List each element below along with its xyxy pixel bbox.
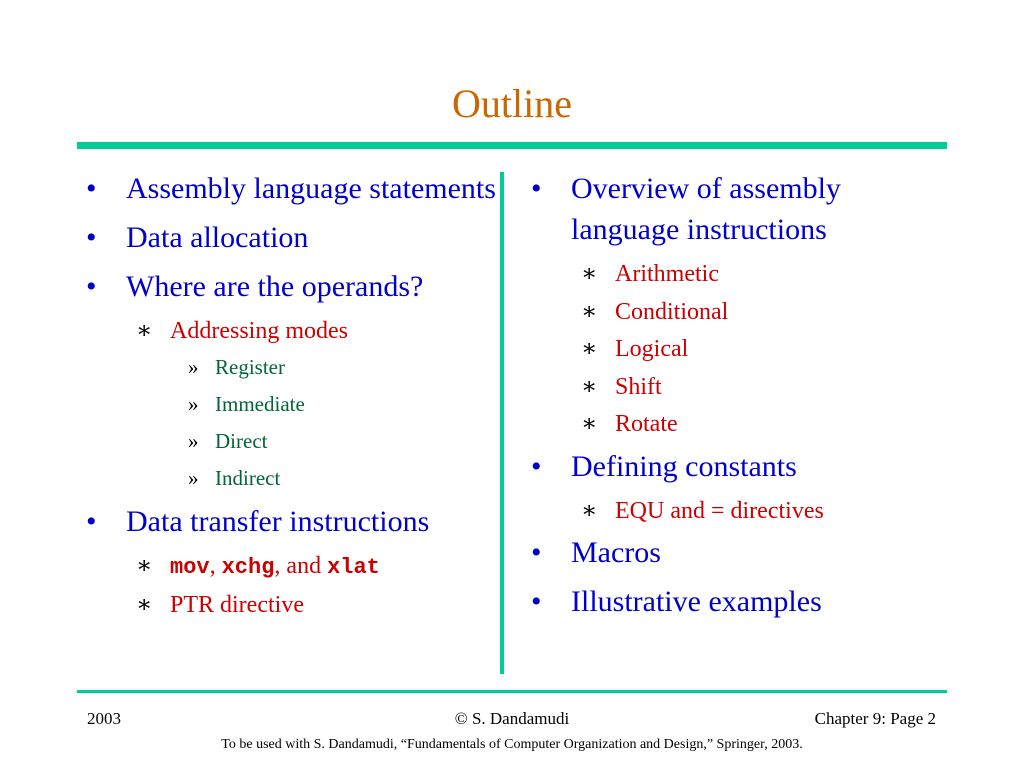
- sub-bullet-ptr-directive: [86, 589, 496, 621]
- star-marker: ∗: [581, 261, 598, 287]
- sub-bullet-text: Rotate: [615, 411, 678, 437]
- footer-credit: To be used with S. Dandamudi, “Fundamentals of Computer Organization and Design,” Springer, 2003.: [221, 737, 803, 752]
- sub-bullet-text: Conditional: [615, 298, 729, 325]
- sub-bullet-shift: [531, 371, 951, 403]
- bullet-marker: •: [531, 449, 542, 483]
- title-divider: [77, 142, 947, 149]
- arrow-marker: »: [188, 428, 199, 453]
- sub-bullet-text: PTR directive: [170, 592, 304, 618]
- bullet-text: Assembly language statements: [126, 172, 496, 205]
- star-marker: ∗: [581, 373, 598, 400]
- sub-bullet-mov-xchg-xlat: [86, 550, 496, 584]
- slide-title: Outline: [452, 81, 572, 126]
- sub-bullet-conditional: [531, 296, 951, 328]
- star-marker: ∗: [136, 592, 153, 618]
- bullet-text: Overview of assembly language instructions: [571, 172, 841, 246]
- bullet-text: Illustrative examples: [571, 585, 822, 618]
- star-marker: ∗: [136, 552, 153, 579]
- column-divider: [500, 172, 504, 674]
- arrow-marker: »: [188, 391, 199, 416]
- bullet-assembly-statements: [86, 168, 496, 209]
- arrow-marker: »: [188, 465, 199, 490]
- sub-bullet-rotate: [531, 408, 951, 440]
- star-marker: ∗: [136, 318, 153, 344]
- mode-text: Indirect: [215, 465, 281, 490]
- separator-text: ,: [209, 552, 222, 579]
- star-marker: ∗: [581, 497, 598, 524]
- footer-page-number: Chapter 9: Page 2: [814, 709, 936, 728]
- arrow-marker: »: [188, 354, 199, 379]
- sub-bullet-text: EQU and = directives: [615, 497, 824, 524]
- bullet-marker: •: [86, 270, 97, 303]
- bullet-marker: •: [86, 172, 97, 205]
- left-column: [86, 168, 496, 627]
- sub-bullet-text: Addressing modes: [170, 318, 348, 344]
- sub-bullet-logical: [531, 333, 951, 365]
- code-mov: mov: [170, 554, 210, 580]
- bullet-macros: [531, 532, 951, 573]
- sub-bullet-addressing-modes: [86, 315, 496, 347]
- bullet-text: Where are the operands?: [126, 270, 424, 303]
- bullet-defining-constants: [531, 446, 951, 487]
- bullet-illustrative-examples: [531, 581, 951, 622]
- bullet-data-transfer: [86, 501, 496, 542]
- star-marker: ∗: [581, 336, 598, 362]
- bullet-marker: •: [531, 536, 542, 569]
- right-column: [531, 168, 951, 630]
- sub-bullet-text: Arithmetic: [615, 261, 719, 287]
- footer-author: © S. Dandamudi: [454, 709, 570, 728]
- mode-register: [86, 353, 496, 381]
- bullet-text: Defining constants: [571, 449, 797, 483]
- mode-indirect: [86, 464, 496, 492]
- star-marker: ∗: [581, 411, 598, 437]
- sub-bullet-text: Logical: [615, 336, 689, 362]
- bullet-marker: •: [531, 172, 542, 205]
- bullet-marker: •: [86, 221, 97, 254]
- separator-text: , and: [274, 552, 328, 579]
- bullet-overview-instructions: [531, 168, 951, 250]
- footer-year: 2003: [87, 709, 121, 728]
- star-marker: ∗: [581, 298, 598, 325]
- mode-text: Register: [215, 354, 285, 379]
- sub-bullet-text: Shift: [615, 373, 662, 400]
- mode-text: Immediate: [215, 391, 305, 416]
- sub-bullet-arithmetic: [531, 258, 951, 290]
- bullet-text: Data allocation: [126, 221, 309, 254]
- bullet-operands: [86, 266, 496, 307]
- mode-direct: [86, 427, 496, 455]
- bullet-text: Macros: [571, 536, 661, 569]
- mode-text: Direct: [215, 428, 268, 453]
- code-xchg: xchg: [221, 554, 275, 580]
- mode-immediate: [86, 390, 496, 418]
- bullet-text: Data transfer instructions: [126, 504, 430, 538]
- footer-divider: [77, 690, 947, 693]
- bullet-marker: •: [531, 585, 542, 618]
- code-xlat: xlat: [327, 554, 380, 580]
- bullet-marker: •: [86, 504, 97, 538]
- bullet-data-allocation: [86, 217, 496, 258]
- sub-bullet-equ-directives: [531, 495, 951, 527]
